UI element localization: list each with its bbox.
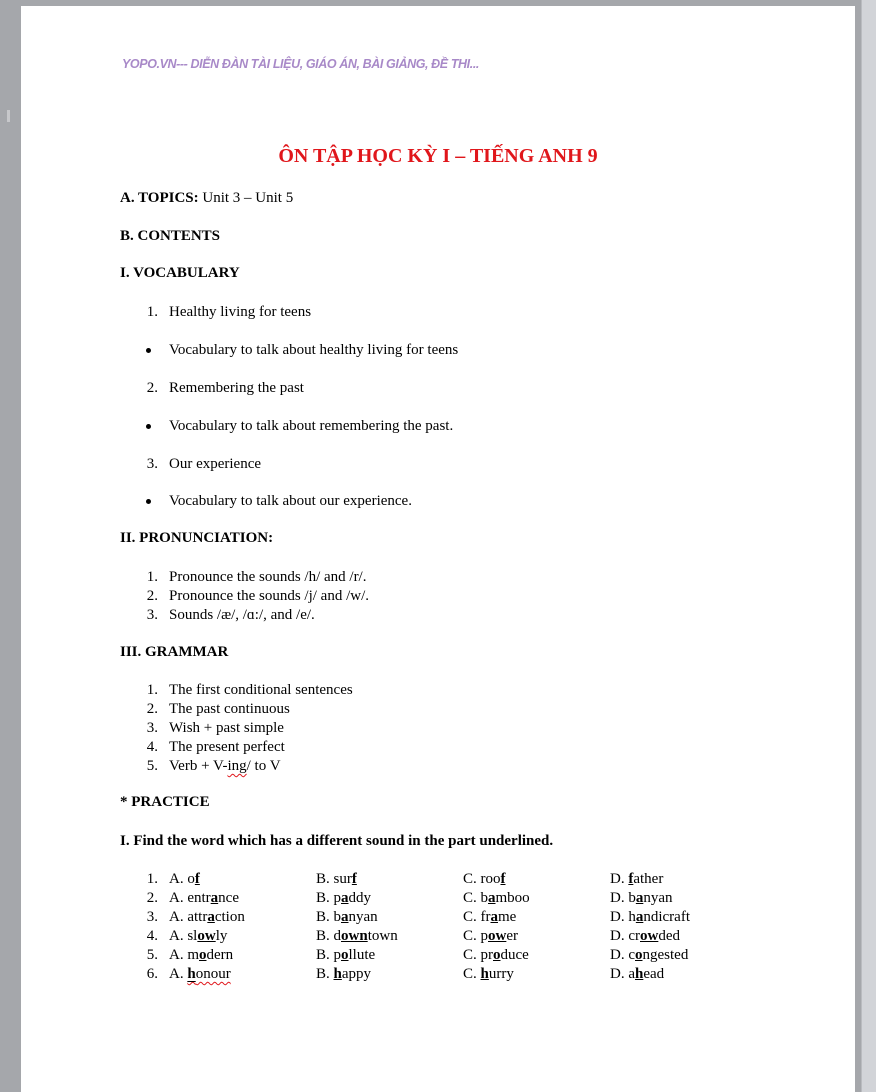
option-c: C. produce [463, 947, 529, 963]
pronunciation-item: Sounds /æ/, /ɑ:/, and /e/. [169, 607, 315, 623]
grammar-item: Wish + past simple [169, 720, 284, 736]
option-c: C. frame [463, 909, 517, 925]
option-d: D. ahead [610, 966, 665, 982]
vocab-bullet-1: Vocabulary to talk about healthy living for teens [169, 342, 459, 358]
list-number: 3. [146, 607, 158, 623]
topics-label: A. TOPICS: [120, 190, 199, 206]
option-b: B. banyan [316, 909, 378, 925]
list-number: 5. [146, 947, 158, 963]
option-b: B. paddy [316, 890, 372, 906]
ruler-marker [7, 110, 10, 122]
list-number: 2. [146, 588, 158, 604]
pronunciation-heading: II. PRONUNCIATION: [120, 530, 274, 546]
topics-value: Unit 3 – Unit 5 [198, 190, 294, 206]
topics-line [120, 189, 293, 207]
grammar-text: Verb + V- [169, 758, 228, 774]
option-d: D. banyan [610, 890, 673, 906]
list-number: 2. [146, 890, 158, 906]
grammar-text: / to V [246, 758, 281, 774]
vocab-topic-1: Healthy living for teens [169, 304, 312, 320]
list-number: 3. [146, 720, 158, 736]
vocab-bullet-2: Vocabulary to talk about remembering the past. [169, 418, 454, 434]
grammar-heading: III. GRAMMAR [120, 644, 229, 660]
option-c: C. roof [463, 871, 506, 887]
grammar-item: The present perfect [169, 739, 285, 755]
bullet-icon [146, 424, 151, 429]
list-number: 2. [146, 701, 158, 717]
list-number: 1. [146, 682, 158, 698]
option-b: B. surf [316, 871, 357, 887]
pronunciation-item: Pronounce the sounds /h/ and /r/. [169, 569, 367, 585]
option-b: B. happy [316, 966, 372, 982]
option-b: B. downtown [316, 928, 398, 944]
pronunciation-item: Pronounce the sounds /j/ and /w/. [169, 588, 369, 604]
option-c: C. bamboo [463, 890, 530, 906]
list-number: 3. [146, 456, 158, 472]
contents-heading: B. CONTENTS [120, 228, 221, 244]
practice-heading: * PRACTICE [120, 794, 210, 810]
list-number: 1. [146, 871, 158, 887]
list-number: 1. [146, 569, 158, 585]
list-number: 1. [146, 304, 158, 320]
list-number: 4. [146, 739, 158, 755]
vocab-bullet-3: Vocabulary to talk about our experience. [169, 493, 412, 509]
list-number: 5. [146, 758, 158, 774]
option-d: D. crowded [610, 928, 681, 944]
page-header: YOPO.VN--- DIỄN ĐÀN TÀI LIỆU, GIÁO ÁN, BÀI GIẢNG, ĐỀ THI... [122, 57, 479, 71]
vocabulary-heading: I. VOCABULARY [120, 265, 240, 281]
bullet-icon [146, 499, 151, 504]
spellcheck-word: ing [227, 758, 247, 774]
grammar-item: The past continuous [169, 701, 290, 717]
option-d: D. congested [610, 947, 689, 963]
list-number: 3. [146, 909, 158, 925]
option-a: A. slowly [169, 928, 228, 944]
vocab-topic-2: Remembering the past [169, 380, 304, 396]
vocab-topic-3: Our experience [169, 456, 262, 472]
option-d: D. father [610, 871, 664, 887]
list-number: 2. [146, 380, 158, 396]
grammar-item [169, 757, 281, 775]
list-number: 4. [146, 928, 158, 944]
bullet-icon [146, 348, 151, 353]
option-b: B. pollute [316, 947, 376, 963]
option-a: A. attraction [169, 909, 245, 925]
option-a: A. entrance [169, 890, 239, 906]
option-a: A. of [169, 871, 200, 887]
document-title: ÔN TẬP HỌC KỲ I – TIẾNG ANH 9 [278, 145, 598, 167]
exercise-instruction: I. Find the word which has a different sound in the part underlined. [120, 833, 554, 849]
option-a: A. modern [169, 947, 234, 963]
option-c: C. power [463, 928, 519, 944]
option-a: A. honour [169, 966, 231, 982]
option-d: D. handicraft [610, 909, 690, 925]
list-number: 6. [146, 966, 158, 982]
grammar-item: The first conditional sentences [169, 682, 353, 698]
option-c: C. hurry [463, 966, 514, 982]
